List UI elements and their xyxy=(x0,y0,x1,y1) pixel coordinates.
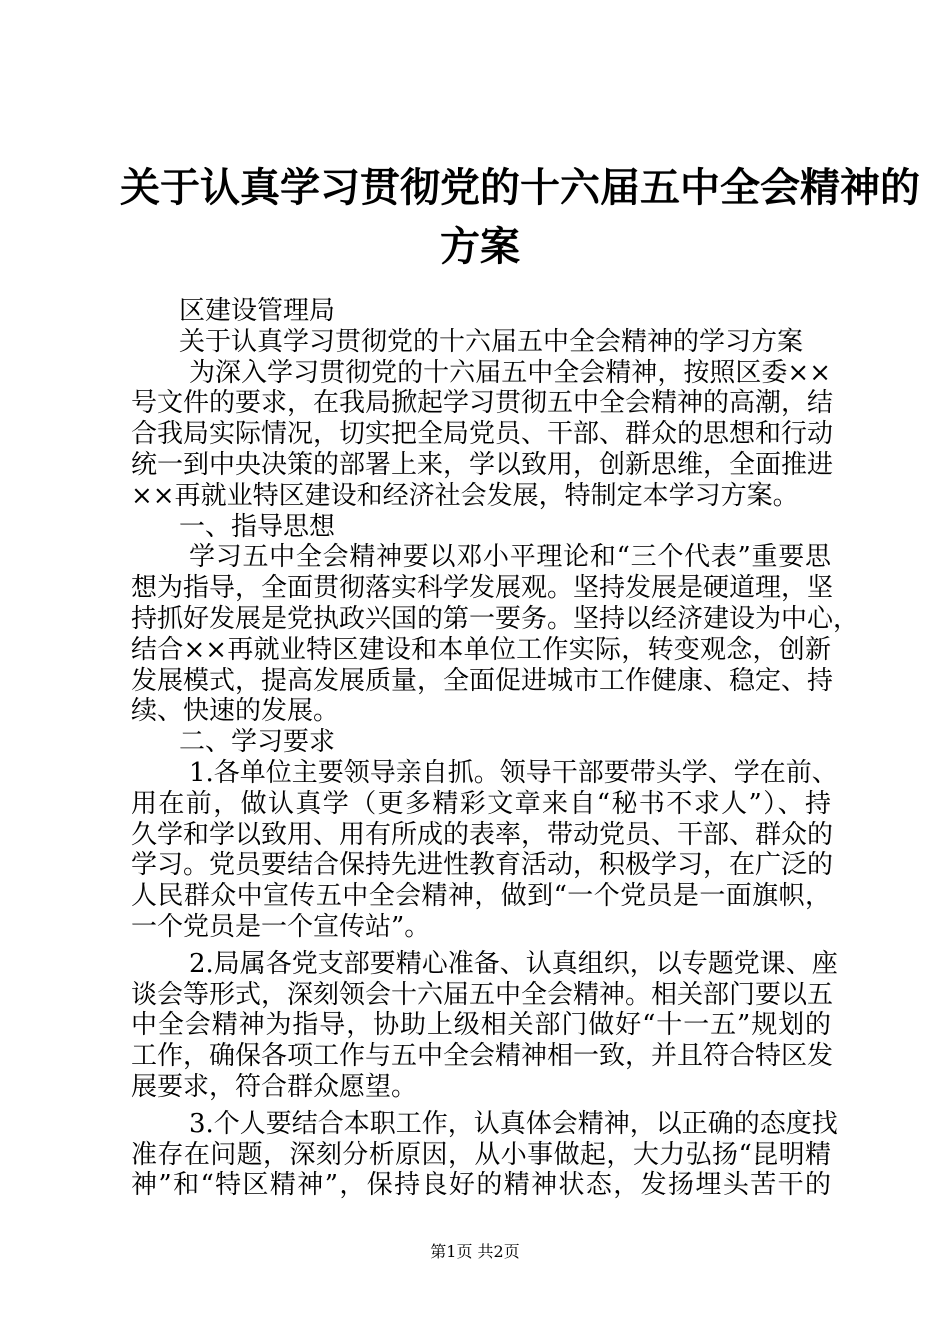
paragraph-line: 想为指导，全面贯彻落实科学发展观。坚持发展是硬道理，坚 xyxy=(131,573,834,604)
issuer-line: 区建设管理局 xyxy=(179,296,336,326)
paragraph-line: 久学和学以致用、用有所成的表率，带动党员、干部、群众的 xyxy=(131,819,834,850)
paragraph-line: 神”和“特区精神”，保持良好的精神状态，发扬埋头苦干的 xyxy=(131,1170,831,1201)
paragraph-line: 为深入学习贯彻党的十六届五中全会精神，按照区委×× xyxy=(189,357,831,388)
section-heading-1: 一、指导思想 xyxy=(179,511,336,542)
paragraph-line: 统一到中央决策的部署上来，学以致用，创新思维，全面推进 xyxy=(131,449,834,480)
subtitle-line: 关于认真学习贯彻党的十六届五中全会精神的学习方案 xyxy=(179,326,804,357)
paragraph-line: 持抓好发展是党执政兴国的第一要务。坚持以经济建设为中心， xyxy=(131,603,860,634)
paragraph-line: ××再就业特区建设和经济社会发展，特制定本学习方案。 xyxy=(131,480,799,511)
paragraph-line: 结合××再就业特区建设和本单位工作实际，转变观念，创新 xyxy=(131,634,831,665)
paragraph-line: 一个党员是一个宣传站”。 xyxy=(131,911,431,942)
document-body xyxy=(131,296,860,1201)
paragraph-line: 学习五中全会精神要以邓小平理论和“三个代表”重要思 xyxy=(189,542,831,573)
page-number-footer: 第1页 共2页 xyxy=(430,1242,520,1261)
paragraph-line: 学习。党员要结合保持先进性教育活动，积极学习，在广泛的 xyxy=(131,850,834,881)
paragraph-line: 展要求，符合群众愿望。 xyxy=(131,1071,418,1102)
paragraph-line: 谈会等形式，深刻领会十六届五中全会精神。相关部门要以五 xyxy=(131,979,834,1010)
paragraph-line: 用在前，做认真学（更多精彩文章来自“秘书不求人”）、持 xyxy=(131,788,831,819)
paragraph-line: 工作，确保各项工作与五中全会精神相一致，并且符合特区发 xyxy=(131,1041,834,1072)
paragraph-line: 续、快速的发展。 xyxy=(131,696,340,727)
paragraph-line: 号文件的要求，在我局掀起学习贯彻五中全会精神的高潮，结 xyxy=(131,388,834,419)
paragraph-line: 发展模式，提高发展质量，全面促进城市工作健康、稳定、持 xyxy=(131,665,834,696)
paragraph-line: 人民群众中宣传五中全会精神，做到“一个党员是一面旗帜， xyxy=(131,881,831,912)
paragraph-line: 1.各单位主要领导亲自抓。领导干部要带头学、学在前、 xyxy=(189,757,838,788)
document-title-line-1: 关于认真学习贯彻党的十六届五中全会精神的 xyxy=(120,164,920,211)
paragraph-line: 2.局属各党支部要精心准备、认真组织，以专题党课、座 xyxy=(189,948,838,979)
document-title-line-2: 方案 xyxy=(440,223,520,270)
paragraph-line: 合我局实际情况，切实把全局党员、干部、群众的思想和行动 xyxy=(131,419,834,450)
paragraph-line: 准存在问题，深刻分析原因，从小事做起，大力弘扬“昆明精 xyxy=(131,1139,831,1170)
paragraph-line: 3.个人要结合本职工作，认真体会精神，以正确的态度找 xyxy=(189,1108,838,1139)
paragraph-line: 中全会精神为指导，协助上级相关部门做好“十一五”规划的 xyxy=(131,1010,831,1041)
section-heading-2: 二、学习要求 xyxy=(179,727,336,758)
